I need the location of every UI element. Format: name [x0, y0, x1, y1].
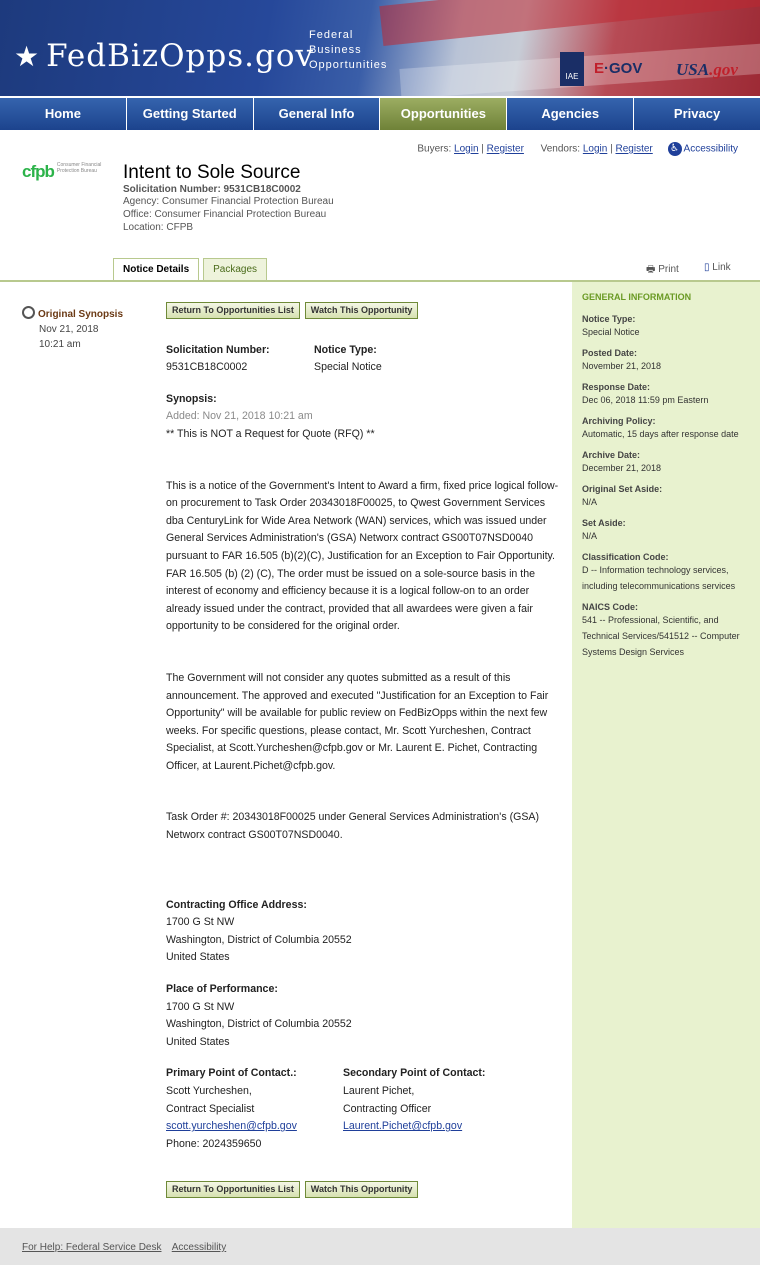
info-item: Archive Date: December 21, 2018 — [582, 450, 662, 473]
rfq-note: ** This is NOT a Request for Quote (RFQ) ** — [166, 427, 375, 440]
buyers-register-link[interactable]: Register — [486, 143, 524, 155]
paragraph-3: The Government will not consider any quotes submitted as a result of this announcement. The approved and executed "Justification for an Exception to Fair Opportunity" will be available for public review on FedBizOpps within the next few weeks. For specific questions, please contact, Mr. Scott Yurcheshen, Contract Specialist, at Scott.Yurcheshen@cfpb.gov or Mr. Laurent E. Pichet, Contracting Officer, at Laurent.Pichet@cfpb.gov. — [166, 671, 549, 772]
main-nav — [0, 96, 760, 130]
location: Location: CFPB — [123, 222, 194, 233]
iae-logo[interactable]: IAE — [560, 52, 584, 86]
general-information-panel — [572, 282, 760, 1228]
info-item: Response Date: Dec 06, 2018 11:59 pm Eastern — [582, 382, 709, 405]
nav-getting-started[interactable]: Getting Started — [127, 98, 254, 130]
link-icon: ▯ — [704, 262, 710, 273]
cfpb-logo: cfpb Consumer Financial Protection Bureau — [22, 162, 102, 181]
nav-privacy[interactable]: Privacy — [634, 98, 760, 130]
tab-notice-details[interactable]: Notice Details — [113, 258, 199, 281]
print-button[interactable]: 🖶 Print — [646, 264, 679, 275]
fedbizopps-logo[interactable]: ★ FedBizOpps.gov — [14, 38, 315, 74]
help-link[interactable]: For Help: Federal Service Desk — [22, 1242, 162, 1253]
vendors-login-link[interactable]: Login — [582, 143, 608, 155]
nav-general-info[interactable]: General Info — [254, 98, 381, 130]
info-item: Set Aside: N/A — [582, 518, 626, 541]
return-to-list-button[interactable]: Return To Opportunities List — [166, 302, 300, 319]
info-item: Posted Date: November 21, 2018 — [582, 348, 662, 371]
agency: Agency: Consumer Financial Protection Bureau — [123, 196, 334, 207]
general-info-heading: GENERAL INFORMATION — [582, 292, 692, 302]
title-block — [123, 162, 334, 234]
paragraph-2: FAR 16.505 (b) (2) (C), The order must be issued on a sole-source basis in the interest of economy and efficiency because it is a logical follow-on to an order already issued under the contract, provided that all awardees were given a fair opportunity to be considered for the original order. — [166, 567, 535, 633]
notice-body: Return To Opportunities List Watch This Opportunity Solicitation Number: 9531CB18C0002 Notice Type: Special Notice Synopsis: Added: Nov 21, 2018 10:21 am ** This is NOT a Request for Quote (RFQ) ** This is a notice of the Government's Intent to Award a firm, fixed price logical follow-on procurement to Task Order 20343018F00025, to Qwest Government Services dba CenturyLink for Wide Area Network (WAN) services, which was issued under General Services Administration's (GSA) Networx contract GS00T07NSD0040 pursuant to FAR 16.505 (b)(2)(C), Justification for an Exception to Fair Opportunity. FAR 16.505 (b) (2) (C), The order must be issued on a sole-source basis in the interest of economy and efficiency because it is a logical follow-on to an order already issued under the contract, provided that all awardees were given a fair opportunity to be considered for the original order. The Government will not consider any quotes submitted as a result of this announcement. The approved and executed "Justification for an Exception to Fair Opportunity" will be available for public review on FedBizOpps within the next few weeks. For specific questions, please contact, Mr. Scott Yurcheshen, Contract Specialist, at Scott.Yurcheshen@cfpb.gov or Mr. Laurent E. Pichet, Contracting Officer, at Laurent.Pichet@cfpb.gov. Task Order #: 20343018F00025 under General Services Administration's (GSA) Networx contract GS00T07NSD0040. Contracting Office Address: 1700 G St NW Washington, District of Columbia 20552 United States Place of Performance: 1700 G St NW Washington, District of Columbia 20552 United States Primary Point of Contact.: Scott Yurcheshen, Contract Specialist scott.yurcheshen@cfpb.gov Phone: 2024359650 Secondary Point of Contact: Laurent Pichet, Contracting Officer Laurent.Pichet@cfpb.gov Return To Opportunities List Watch This Opportunity — [166, 302, 561, 1199]
site-banner — [0, 0, 760, 96]
tab-packages[interactable]: Packages — [203, 258, 267, 281]
user-links: Buyers: Login | Register Vendors: Login | Register ♿ Accessibility — [417, 143, 738, 155]
return-to-list-button-bottom[interactable]: Return To Opportunities List — [166, 1181, 300, 1198]
egov-logo[interactable]: E·GOV — [594, 60, 643, 77]
page-title: Intent to Sole Source — [123, 162, 301, 183]
vendors-register-link[interactable]: Register — [615, 143, 653, 155]
office: Office: Consumer Financial Protection Bureau — [123, 209, 327, 220]
footer — [22, 1242, 234, 1253]
solicitation-number: Solicitation Number: 9531CB18C0002 — [123, 184, 301, 195]
accessibility-icon[interactable]: ♿ — [668, 142, 682, 156]
synopsis-date: Nov 21, 2018 — [39, 324, 99, 335]
secondary-contact: Secondary Point of Contact: Laurent Pichet, Contracting Officer Laurent.Pichet@cfpb.gov — [343, 1067, 486, 1133]
original-synopsis-link[interactable]: Original Synopsis — [22, 304, 152, 322]
paragraph-1: This is a notice of the Government's Intent to Award a firm, fixed price logical follow-on procurement to Task Order 20343018F00025, to Qwest Government Services dba CenturyLink for Wide Area Network (WAN) services, which was issued under General Services Administration's (GSA) Networx contract GS00T07NSD0040 pursuant to FAR 16.505 (b)(2)(C), Justification for an Exception to Fair Opportunity. — [166, 479, 559, 562]
footer-accessibility-link[interactable]: Accessibility — [171, 1242, 227, 1253]
star-icon: ★ — [14, 40, 41, 73]
watch-opportunity-button[interactable]: Watch This Opportunity — [305, 302, 419, 319]
nav-home[interactable]: Home — [0, 98, 127, 130]
secondary-email-link[interactable]: Laurent.Pichet@cfpb.gov — [343, 1120, 463, 1133]
accessibility-link[interactable]: Accessibility — [683, 143, 738, 155]
left-column — [22, 304, 152, 352]
usagov-logo[interactable]: USA.gov — [676, 60, 738, 79]
buyers-login-link[interactable]: Login — [454, 143, 479, 155]
info-item: Archiving Policy: Automatic, 15 days after response date — [582, 416, 739, 439]
info-item: Notice Type: Special Notice — [582, 314, 640, 337]
primary-contact: Primary Point of Contact.: Scott Yurcheshen, Contract Specialist scott.yurcheshen@cfpb.gov Phone: 2024359650 — [166, 1067, 297, 1150]
notice-header — [0, 130, 760, 281]
nav-agencies[interactable]: Agencies — [507, 98, 634, 130]
notice-tabs — [113, 258, 271, 281]
magnifier-icon — [22, 306, 35, 319]
info-item: NAICS Code: 541 -- Professional, Scientific, and Technical Services/541512 -- Computer Systems Design Services — [582, 602, 740, 657]
added-date: Added: Nov 21, 2018 10:21 am — [166, 410, 313, 423]
info-item: Original Set Aside: N/A — [582, 484, 663, 507]
nav-opportunities[interactable]: Opportunities — [380, 98, 507, 130]
notice-type-value: Special Notice — [314, 361, 382, 374]
main-content — [0, 282, 760, 1228]
watch-opportunity-button-bottom[interactable]: Watch This Opportunity — [305, 1181, 419, 1198]
paragraph-4: Task Order #: 20343018F00025 under General Services Administration's (GSA) Networx contract GS00T07NSD0040. — [166, 811, 539, 842]
primary-email-link[interactable]: scott.yurcheshen@cfpb.gov — [166, 1120, 297, 1133]
solicitation-value: 9531CB18C0002 — [166, 361, 248, 374]
link-button[interactable]: ▯ Link — [704, 262, 731, 273]
printer-icon: 🖶 — [646, 264, 656, 275]
logo-subtitle: Federal Business Opportunities — [309, 29, 388, 71]
info-item: Classification Code: D -- Information technology services, including telecommunications services — [582, 552, 736, 591]
synopsis-time: 10:21 am — [39, 339, 81, 350]
